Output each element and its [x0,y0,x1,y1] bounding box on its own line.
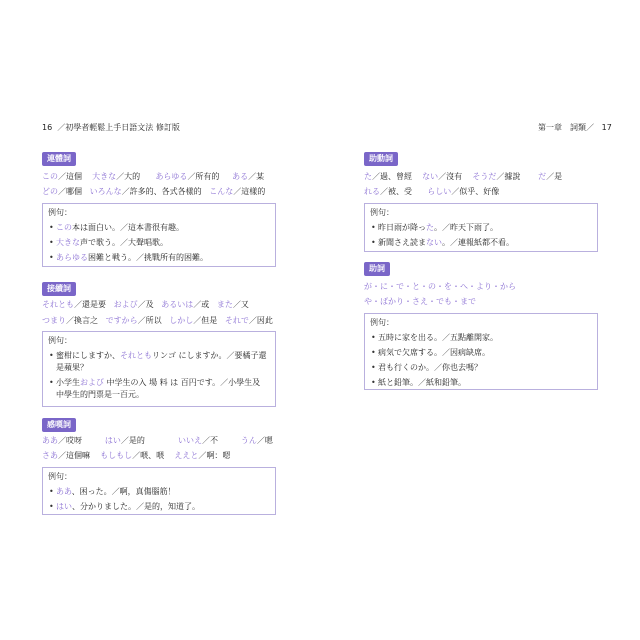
vocab-zh: ／大的 [116,172,141,181]
left-page-header [42,122,180,133]
vocab-zh: ／因此 [248,316,273,325]
highlight-word: ない [426,238,442,247]
vocab-zh: ／據說 [496,172,521,181]
vocab-jp: れる [364,187,380,196]
example-sentence: • 病気で欠席する。／因病缺席。 [370,347,592,359]
vocab-zh: ／所以 [137,316,162,325]
example-box [364,203,598,252]
vocab-jp: こんな [209,187,234,196]
vocab-zh: ／似乎、好像 [451,187,500,196]
vocab-jp: うん [240,436,257,445]
page-number: 17 [601,123,612,132]
highlight-word: 大きな [56,238,80,247]
vocab-jp: しかし [169,316,194,325]
example-label: 例句： [370,318,394,327]
highlight-word: この [56,223,72,232]
vocab-jp: つまり [42,316,66,325]
vocab-zh: ／喂、喂 [132,451,165,460]
vocab-jp: ああ [42,436,58,445]
vocab-zh: ／沒有 [438,172,463,181]
highlight-word: それとも [120,351,152,360]
vocab-jp: ない [422,172,439,181]
vocab-jp: もしもし [100,451,133,460]
example-box [42,331,276,407]
chapter-title: 第一章 詞類／ [538,123,594,132]
example-text: 昨日雨が降っ [378,223,426,232]
vocab-line [42,435,273,447]
example-text: 。／連報紙都不看。 [442,238,514,247]
example-box [364,313,598,390]
highlight-word: および [80,378,104,387]
example-sentence [48,222,270,234]
vocab-zh: ／及 [137,300,154,309]
vocab-zh: ／還是要 [74,300,106,309]
example-sentence [370,222,592,234]
particle-list: が・に・で・と・の・を・へ・より・から [364,282,516,291]
vocab-jp: この [42,172,58,181]
example-sentence [48,252,270,264]
vocab-jp: そうだ [472,172,497,181]
vocab-line [42,186,265,198]
vocab-zh: ／某 [248,172,265,181]
example-text: 小学生 [56,378,80,387]
vocab-jp: それで [224,316,249,325]
example-text: 困難と戦う。／挑戰所有的困難。 [88,253,208,262]
page-number: 16 [42,123,53,132]
example-text: 、分かりました。／是的，知道了。 [72,502,200,511]
vocab-zh: ／是 [546,172,563,181]
vocab-line [42,299,249,311]
vocab-zh: ／哪個 [58,187,82,196]
vocab-jp: ええと [174,451,199,460]
example-sentence [48,350,270,362]
section-title-jodoushi: 助動詞 [364,152,398,166]
example-sentence [48,486,270,498]
example-sentence [48,501,270,513]
vocab-jp: それとも [42,300,74,309]
vocab-zh: ／這個嘛 [58,451,90,460]
vocab-line [364,186,499,198]
vocab-jp: どの [42,187,58,196]
vocab-line [364,171,562,183]
vocab-jp: あらゆる [155,172,188,181]
vocab-zh: ／嗯 [256,436,273,445]
example-text: リンゴ にしますか。／要橘子還 [152,351,267,360]
vocab-jp: いいえ [177,436,202,445]
particle-list: や・ばかり・さえ・でも・まで [364,297,476,306]
vocab-jp: あるいは [161,300,194,309]
example-label: 例句： [48,472,72,481]
example-sentence [48,377,270,389]
vocab-line [42,171,264,183]
vocab-jp: さあ [42,451,58,460]
section-title-joshi: 助詞 [364,262,390,276]
example-sentence [370,237,592,249]
example-sentence [48,237,270,249]
example-label: 例句： [48,336,72,345]
vocab-zh: ／是的 [120,436,145,445]
section-title-setsuzokushi: 接續詞 [42,282,76,296]
vocab-zh: ／或 [193,300,210,309]
example-box [42,467,276,515]
section-title-rentaishi: 連體詞 [42,152,76,166]
vocab-zh: ／許多的、各式各樣的 [121,187,202,196]
example-sentence: • 五時に家を出る。／五點離開家。 [370,332,592,344]
right-page-header [538,122,612,133]
section-title-kandoushi: 感嘆詞 [42,418,76,432]
vocab-zh: ／換言之 [66,316,98,325]
vocab-jp: ある [232,172,249,181]
example-text: 。／昨天下雨了。 [434,223,498,232]
vocab-zh: ／不 [201,436,218,445]
vocab-zh: ／這個 [58,172,82,181]
vocab-zh: ／這樣的 [233,187,266,196]
vocab-zh: ／但是 [193,316,218,325]
example-sentence: • 紙と鉛筆。／紙和鉛筆。 [370,377,592,389]
example-text: 本は面白い。／這本書很有趣。 [72,223,184,232]
right-page [320,0,640,640]
vocab-jp: および [113,300,138,309]
vocab-zh: ／啊：嗯 [198,451,231,460]
vocab-line [42,450,230,462]
example-text: 蜜柑にしますか、 [56,351,120,360]
vocab-zh: ／被、受 [380,187,412,196]
highlight-word: ああ [56,487,72,496]
example-box [42,203,276,267]
example-text: 中学生の入 場 料 は 百円です。／小學生及 [104,378,261,387]
vocab-jp: また [216,300,233,309]
example-sentence: • 君も行くのか。／你也去嗎？ [370,362,592,374]
vocab-jp: いろんな [89,187,122,196]
vocab-zh: ／哎呀 [58,436,82,445]
example-continuation: 是蘋果？ [56,363,88,372]
highlight-word: た [426,223,434,232]
book-title: ／初學者輕鬆上手日語文法 修訂版 [57,123,180,132]
vocab-jp: た [364,172,372,181]
vocab-zh: ／所有的 [187,172,220,181]
highlight-word: あらゆる [56,253,88,262]
vocab-jp: だ [538,172,547,181]
example-continuation: 中學生的門票是一百元。 [56,390,144,399]
vocab-jp: 大きな [92,172,117,181]
vocab-line [42,315,273,327]
example-text: 声で歌う。／大聲唱歌。 [80,238,168,247]
example-label: 例句： [48,208,72,217]
example-text: 、困った。／啊，真傷腦筋！ [71,487,176,496]
vocab-jp: ですから [105,316,138,325]
vocab-zh: ／又 [232,300,249,309]
highlight-word: はい [56,502,72,511]
vocab-zh: ／過、曾經 [372,172,412,181]
example-label: 例句： [370,208,394,217]
vocab-jp: らしい [427,187,452,196]
example-text: 新聞さえ読ま [378,238,426,247]
vocab-jp: はい [104,436,121,445]
